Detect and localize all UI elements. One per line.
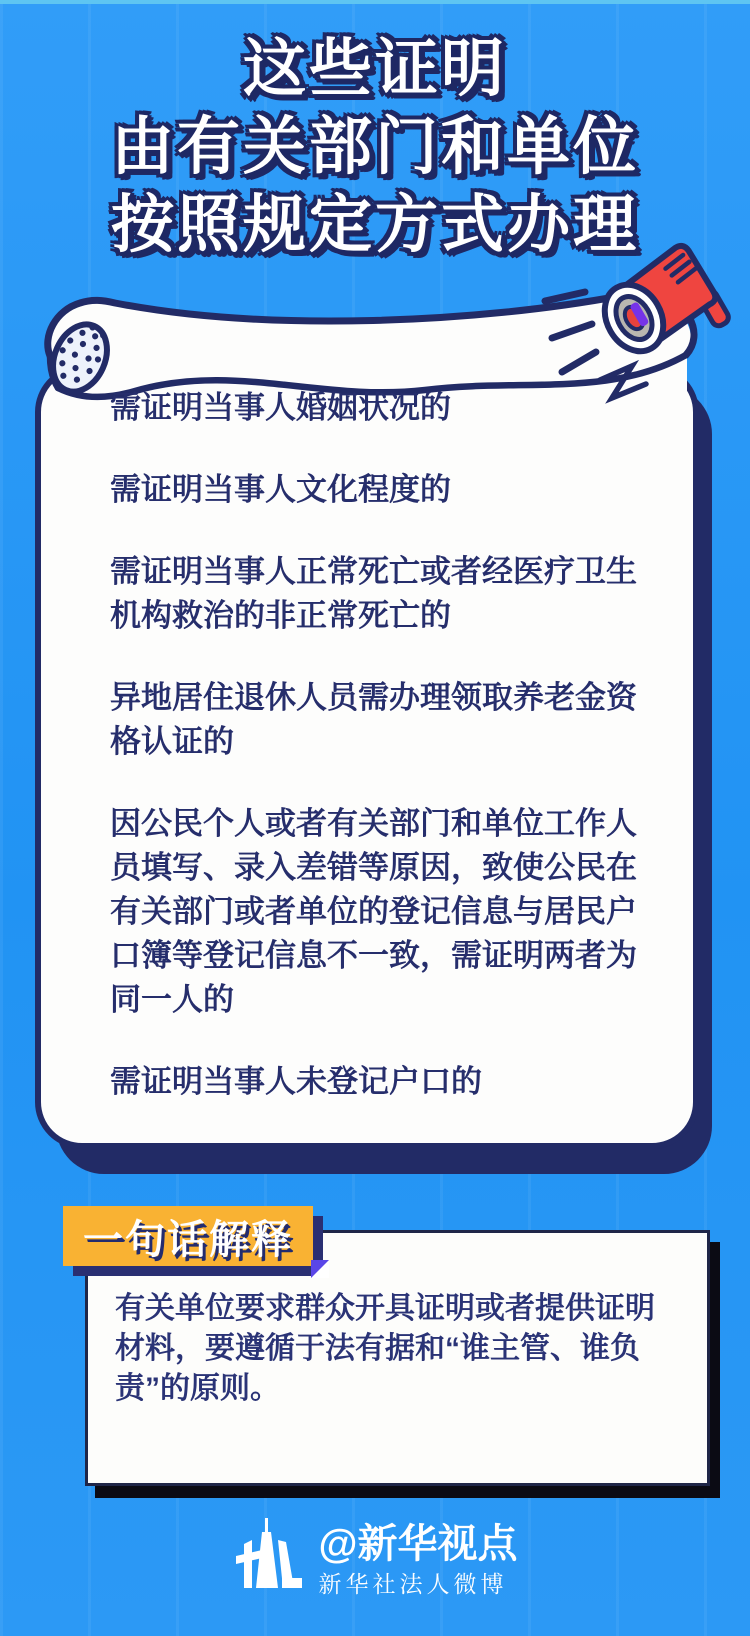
list-item: 需证明当事人婚姻状况的 — [110, 390, 451, 425]
list-item: 需证明当事人未登记户口的 — [110, 1064, 482, 1099]
explain-box — [85, 1230, 710, 1486]
list-item: 异地居住退休人员需办理领取养老金资格认证的 — [110, 680, 637, 759]
xinhua-logo-icon — [232, 1518, 302, 1602]
list-item: 需证明当事人正常死亡或者经医疗卫生机构救治的非正常死亡的 — [110, 554, 637, 633]
poster-title-line2: 由有关部门和单位 — [111, 112, 639, 182]
list-item: 需证明当事人文化程度的 — [110, 472, 451, 507]
weibo-handle: @新华视点 — [318, 1522, 518, 1566]
explain-badge-label: 一句话解释 — [83, 1217, 293, 1262]
poster-title-line1: 这些证明 — [243, 34, 507, 104]
footer-texts — [318, 1521, 517, 1599]
footer — [0, 1518, 750, 1602]
explain-text: 有关单位要求群众开具证明或者提供证明材料，要遵循于法有据和“谁主管、谁负责”的原则。 — [115, 1292, 655, 1405]
poster-title-line3: 按照规定方式办理 — [111, 190, 639, 260]
list-item: 因公民个人或者有关部门和单位工作人员填写、录入差错等原因，致使公民在有关部门或者单位的登记信息与居民户口簿等登记信息不一致，需证明两者为同一人的 — [110, 806, 637, 1017]
explain-badge — [63, 1206, 313, 1266]
weibo-subtitle: 新华社法人微博 — [318, 1571, 508, 1597]
certificate-list — [110, 386, 655, 1142]
badge-corner-fold — [311, 1260, 329, 1278]
